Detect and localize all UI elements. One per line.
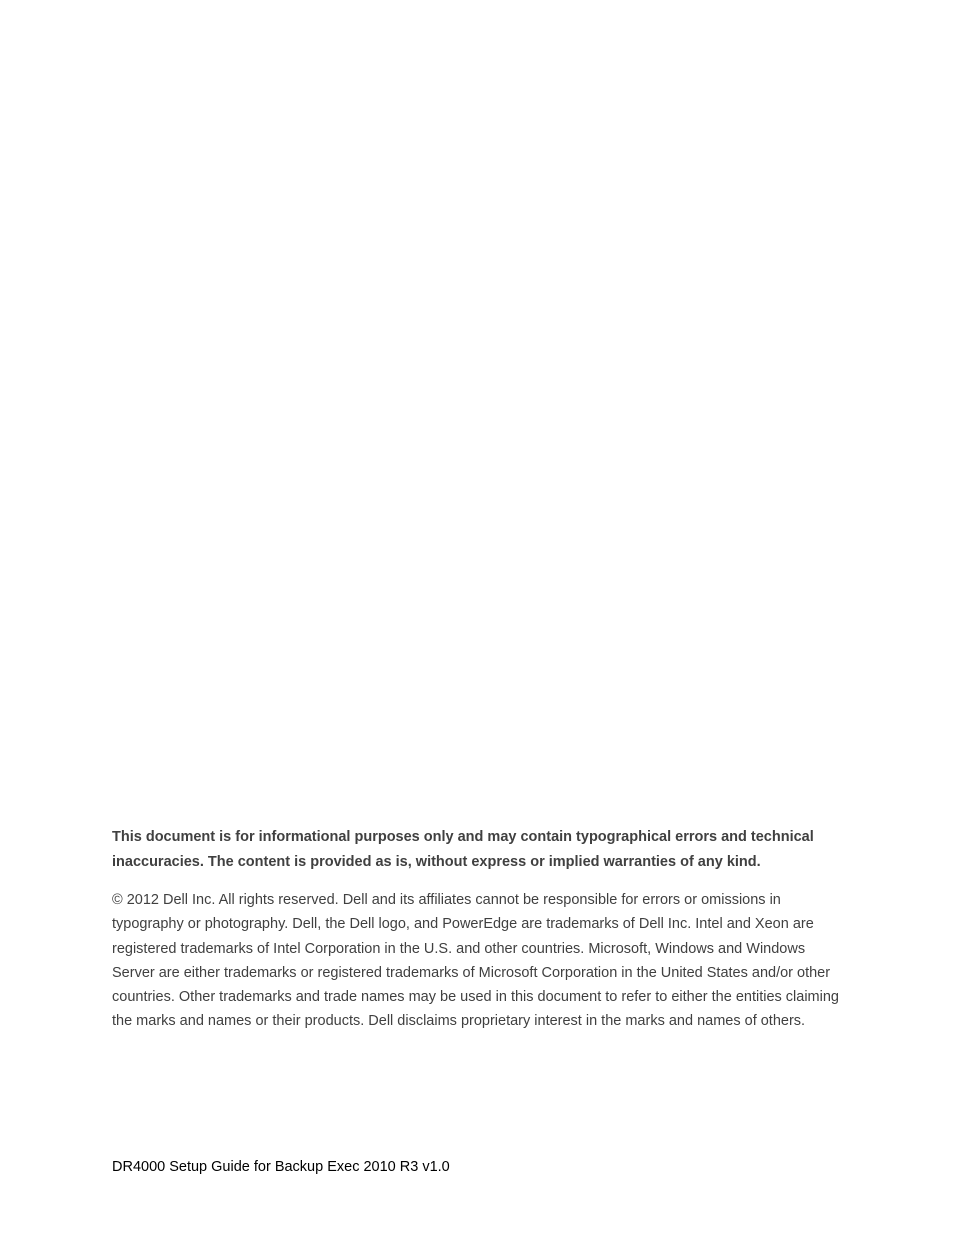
page-footer: DR4000 Setup Guide for Backup Exec 2010 R3 v1.0 bbox=[112, 1159, 450, 1175]
copyright-paragraph: © 2012 Dell Inc. All rights reserved. Dell and its affiliates cannot be responsible for errors or omissions in typography or photography. Dell, the Dell logo, and PowerEdge are trademarks of Dell Inc. Intel and Xeon are registered trademarks of Intel Corporation in the U.S. and other countries. Microsoft, Windows and Windows Server are either trademarks or registered trademarks of Microsoft Corporation in the United States and/or other countries. Other trademarks and trade names may be used in this document to refer to either the entities claiming the marks and names or their products. Dell disclaims proprietary interest in the marks and names of others. bbox=[112, 892, 839, 1030]
disclaimer-paragraph: This document is for informational purposes only and may contain typographical errors and technical inaccuracies. The content is provided as is, without express or implied warranties of any kind. bbox=[112, 829, 814, 870]
